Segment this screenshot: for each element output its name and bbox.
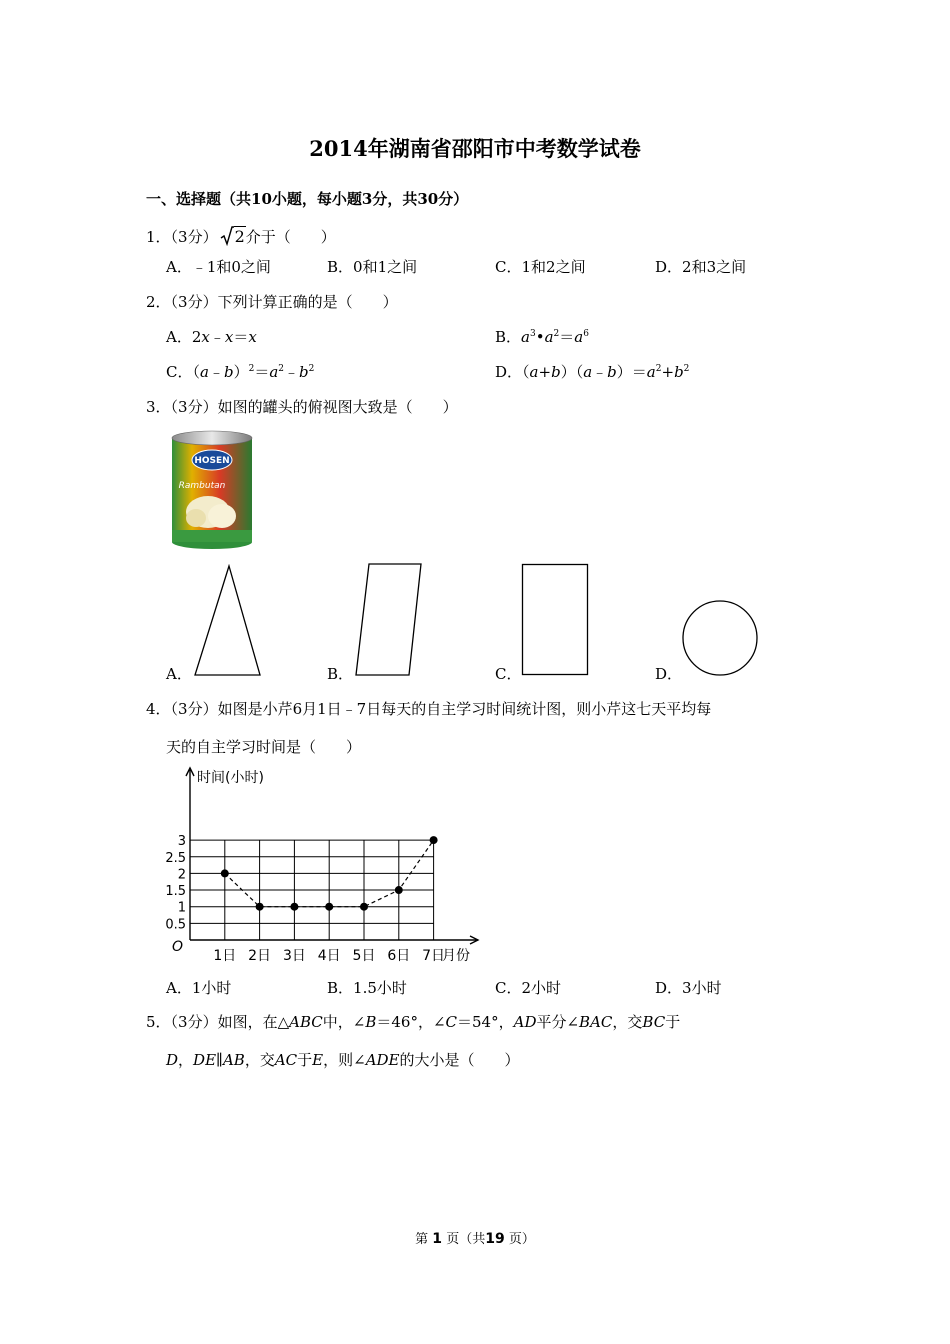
question-text: 下列计算正确的是（ ） [217,293,398,311]
question-number: 5． [146,1013,171,1031]
sqrt-symbol [220,226,246,246]
x-tick-label: 7日 [422,948,446,964]
x-tick-label: 6日 [387,948,411,964]
q3-option-c[interactable]: C． [495,665,522,683]
page-number: 1 [432,1231,443,1247]
question-score: （3分） [170,228,218,246]
question-4 [146,702,711,717]
q3-option-b[interactable]: B． [327,665,354,683]
y-tick-label: 2.5 [165,850,186,866]
page-total: 19 [485,1231,505,1247]
q1-option-a[interactable]: A．﹣1和0之间 [166,258,271,276]
question-text: 如图是小芹6月1日﹣7日每天的自主学习时间统计图，则小芹这七天平均每 [217,700,712,718]
q2-option-b[interactable]: B．$a^3•a^2=a^6$ [495,328,589,346]
question-number: 2． [146,293,171,311]
data-point [325,903,333,911]
data-point [360,903,368,911]
data-point [290,903,298,911]
q4-option-b[interactable]: B．1.5小时 [327,979,407,997]
x-tick-label: 3日 [282,948,306,964]
data-point [395,886,403,894]
question-text: 介于（ ） [245,228,336,246]
section-heading: 一、选择题（共10小题，每小题3分，共30分） [146,190,469,208]
q2-option-c[interactable]: C．$(a﹣b)^2=a^2﹣b^2$ [166,363,315,381]
radical-sign-icon [220,226,234,246]
page-title: 2014年湖南省邵阳市中考数学试卷 [309,136,641,161]
x-tick-label: 1日 [213,948,237,964]
question-number: 4． [146,700,171,718]
rectangle-shape [521,563,591,678]
question-1 [146,226,336,246]
question-3 [146,400,458,415]
can-image [170,430,254,552]
q3-option-a[interactable]: A． [166,665,192,683]
data-point [256,903,264,911]
x-tick-label: 4日 [317,948,341,964]
sqrt-radicand: 2 [234,227,245,246]
question-4-line2: 天的自主学习时间是（ ） [166,738,362,756]
question-number: 3． [146,398,171,416]
can-brand: HOSEN [194,456,230,466]
q1-option-b[interactable]: B．0和1之间 [327,258,418,276]
triangle-shape [192,564,264,678]
y-tick-label: 1 [177,900,186,916]
question-2 [146,295,398,310]
data-point [430,836,438,844]
y-tick-label: 3 [177,834,186,850]
question-score: （3分） [170,700,218,718]
y-tick-label: 2 [177,867,186,883]
q2-option-a[interactable]: A．2x﹣x＝x [166,328,257,346]
q1-option-c[interactable]: C．1和2之间 [495,258,586,276]
y-tick-labels [165,834,186,932]
question-score: （3分） [170,1013,218,1031]
chart-axes [186,768,478,944]
x-axis-label: 月份 [442,948,470,964]
question-5-line2: D，DE∥AB，交AC于E，则∠ADE的大小是（ ） [166,1051,520,1069]
x-tick-labels [213,948,445,964]
q3-option-d[interactable]: D． [655,665,683,683]
parallelogram-shape [353,562,425,678]
question-5: 5．（3分）如图，在△ABC中，∠B＝46°，∠C＝54°，AD平分∠BAC，交BC于 [146,1013,681,1031]
q4-option-d[interactable]: D．3小时 [655,979,722,997]
question-score: （3分） [170,398,218,416]
q4-option-c[interactable]: C．2小时 [495,979,562,997]
y-axis-label: 时间(小时) [197,770,264,786]
circle-shape [681,599,761,679]
y-tick-label: 1.5 [165,884,186,900]
x-tick-label: 2日 [248,948,272,964]
question-number: 1． [146,228,171,246]
q4-option-a[interactable]: A．1小时 [166,979,232,997]
study-time-chart [160,762,490,970]
question-text: 如图的罐头的俯视图大致是（ ） [217,398,458,416]
x-tick-label: 5日 [352,948,376,964]
data-point [221,869,229,877]
page-footer: 第 1 页（共19 页） [415,1231,535,1247]
q2-option-d[interactable]: D．$(a+b)(a﹣b)=a^2+b^2$ [495,363,690,381]
y-tick-label: 0.5 [165,917,186,933]
q1-option-d[interactable]: D．2和3之间 [655,258,747,276]
origin-label: O [172,939,184,955]
can-label: Rambutan [178,481,226,491]
question-score: （3分） [170,293,218,311]
